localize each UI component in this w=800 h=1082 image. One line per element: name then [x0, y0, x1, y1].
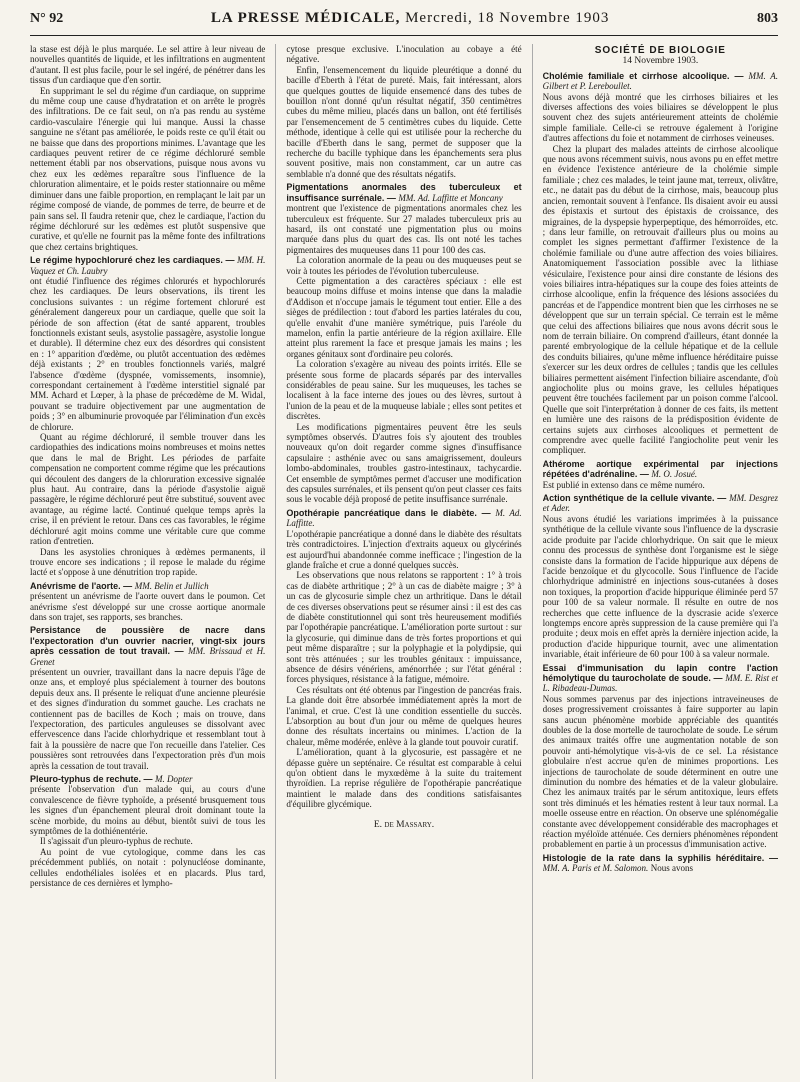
paragraph: Nous avons: [650, 863, 693, 874]
paragraph: cytose presque exclusive. L'inoculation au cobaye a été négative.: [286, 44, 522, 65]
journal-masthead: [211, 10, 610, 27]
paragraph: La coloration anormale de la peau ou des muqueuses peut se voir à toutes les périodes de l'évolution tuberculeuse.: [286, 255, 522, 276]
article-heading: [30, 255, 265, 276]
heading-authors: MM. Brissaud et H. Grenet: [30, 646, 266, 667]
paragraph: Nous avons étudié les variations imprimées à la puissance synthétique de la cellule vivante sous l'influence de la dyscrasie acide produite par l'acide chlorhydrique. On sait que le mieux connu des processus de synthèse dont l'organisme est le siège consiste dans la formation de l'acide hippurique aux dépens de l'acide benzoïque et du glycocolle. Sous l'influence de l'acide chlorhydrique administré en injections sous-cutanées à doses non toxiques, la proportion d'acide hippurique éliminée perd 57 pour 100 de sa valeur normale. Il résulte en outre de nos recherches que cette influence de la dyscrasie acide s'exerce longtemps encore après suppression de la cause première qui l'a produite ; deux mois en effet après la dernière injection acide, la production d'acide hippurique tournit, avec une alimentation invariable, était inférieure de 60 pour 100 à sa valeur normale.: [542, 513, 779, 660]
author-signature: E. de Massary.: [373, 819, 435, 830]
heading-title: Le régime hypochloruré chez les cardiaques. —: [30, 255, 235, 266]
heading-title: Cholémie familiale et cirrhose alcoolique. —: [542, 70, 744, 81]
page-number: 803: [757, 11, 778, 26]
paragraph: Enfin, l'ensemencement du liquide pleurétique a donné du bacille d'Eberth à l'état de pureté. Mais, fait intéressant, alors que quelques gouttes de liquide ensemencé dans des tubes de bouillon n'ont donné qu'un résultat négatif, 350 centimètres cubes du même milieu, placés dans un ballon, ont été fertilisés par l'ensemencement de 5 centimètres cubes du liquide. Cette méthode, identique à celle qui est utilisée pour la recherche du bacille d'Eberth dans le sang, permet de supposer que la recherche du bacille typhique dans les épanchements sera plus souvent positive, mais non constamment, car un autre cas semblable n'a donné que des résultats négatifs.: [286, 64, 522, 179]
article-heading: [543, 71, 778, 92]
article-heading: [543, 663, 778, 694]
journal-title: LA PRESSE MÉDICALE,: [210, 10, 401, 26]
text-columns: [30, 44, 778, 1079]
article-heading: [286, 508, 521, 529]
article-heading: [286, 182, 521, 203]
paragraph: Nous sommes parvenus par des injections intraveineuses de doses progressivement croissantes à faire supporter au lapin sans aucun phénomène morbide appréciable des quantités doubles de la dose mortelle de taurocholate de soude. Le sérum des animaux traités offre une augmentation notable de son pouvoir anti-hémolytique vis-à-vis de ce sel. La résistance globulaire n'est accrue qu'en de minimes proportions. Les injections de taurocholate de soude déterminent en outre une diminution du nombre des hématies et de la valeur globulaire. Chez les animaux traités par le sérum antitoxique, leurs effets sont très diminués et les hématies restent à leur taux normal. La moelle osseuse entre en réaction. On observe une splénomégalie constante avec développement considérable des macrophages et réaction myéloïde atténuée. Ces derniers phénomènes répondent probablement en partie à un processus d'immunisation active.: [542, 693, 779, 850]
paragraph: présentent un anévrisme de l'aorte ouvert dans le poumon. Cet anévrisme s'est développé sur une crosse aortique anormale dans son trajet, ses rapports, ses branches.: [30, 591, 266, 622]
paragraph: La coloration s'exagère au niveau des points irrités. Elle se présente sous forme de placards séparés par des intervalles considérables de peau saine. Sur les muqueuses, les taches se localisent à la face interne des joues ou des lèvres, surtout à l'union de la peau et de la muqueuse labiale ; elles sont petites et discrètes.: [286, 359, 522, 422]
heading-title: Athéromе aortique expérimental par injections répétées d'adrénaline. —: [542, 458, 779, 480]
heading-title: Anévrisme de l'aorte. —: [30, 580, 133, 591]
article-heading: [543, 853, 778, 874]
heading-authors: MM. Ad. Laffitte et Moncany: [398, 192, 503, 203]
heading-authors: MM. A. Gilbert et P. Lereboullet.: [542, 70, 779, 92]
paragraph: Les observations que nous relatons se rapportent : 1° à trois cas de diabète arthritique ; 2° à un cas de diabète maigre ; 3° à un cas de glycosurie simple chez un arthritique. Dans le détail de ces diverses observations peut se résumer ainsi : il est des cas de diabète constitutionnel qui sont très heureusement modifiés par l'opothérapie pancréatique. L'amélioration porte surtout : sur la glycosurie, qui diminue dans de très fortes proportions et qui peut même disparaître ; sur la polyphagie et la polydipsie, qui sont très atténuées ; sur les troubles génitaux : impuissance, absence de désirs vénériens, aménorrhée ; sur l'état général : forces physiques, résistance à la fatigue, mémoire.: [286, 570, 522, 685]
heading-title: Action synthétique de la cellule vivante. —: [542, 493, 727, 504]
page-header: [30, 10, 778, 36]
paragraph: Chez la plupart des malades atteints de cirrhose alcoolique que nous avons récemment suivis, nous avons pu en effet mettre en évidence l'existence antérieure de la cholémie simple familiale ; chez ces malades, le teint jaune mat, terreux, olivâtre, etc., ne datait pas du début de la cirrhose, mais, beaucoup plus ancien, remontait souvent à l'enfance. Ils disaient avoir eu aussi des épistaxis et surtout des épistaxis de croissance, des migraines, de la dyspepsie hyperpeptique, des hémorroïdes, etc. ; dans leur famille, on retrouvait d'ailleurs plus ou moins au complet les signes permettant d'affirmer l'existence de la cholémie familiale ou d'une autre affection des voies biliaires. Anatomiquement l'association possible avec la lithiase vésiculaire, l'existence pour ainsi dire constante de lésions des voies biliaires intra-hépatiques sur la coupe des foies atteints de cirrhose alcoolique, enfin la fréquence des lésions associées du pancréas et de l'appendice montrent bien que les cirrhoses ne se développent que sur un terrain spécial. Ce terrain est le même que celui des affections biliaires que nous avons décrit sous le nom de terrain biliaire. On comprend d'ailleurs, étant donnée la parenté embryologique de la cellule hépatique et de la cellule des conduits biliaires, qu'une même influence héréditaire puisse s'exercer sur les deux ordres de cellules ; tandis que les cellules biliaires permettent aisément l'infection biliaire ascendante, d'où angiocholite plus ou moins grave, les cellules hépatiques peuvent être touchées facilement par un poison comme l'alcool. Quelle que soit l'interprétation à donner de ces faits, ils mettent en lumière une des raisons de la prédisposition évidente de certains sujets aux cirrhoses alcooliques et permettent de comprendre avec quelle facilité l'angiocholite peut venir les compliquer.: [542, 143, 779, 456]
heading-authors: MM. E. Rist et L. Ribadeau-Dumas.: [542, 672, 778, 694]
session-date: 14 Novembre 1903.: [622, 56, 699, 67]
column-divider: [275, 44, 276, 1079]
paragraph: la stase est déjà le plus marquée. Le sel attire à leur niveau de nouvelles quantités de liquide, et les infiltrations en augmentent d'autant. Il est plus facile, pour le sel ingéré, de pénétrer dans les tissus d'un cardiaque que d'en sortir.: [30, 44, 266, 86]
issue-number: N° 92: [30, 11, 64, 26]
paragraph: L'amélioration, quant à la glycosurie, est passagère et ne dépasse guère un septénaire. Ce résultat est comparable à celui qu'on obtient dans le myxœdème à la suite du traitement thyroïdien. La reprise régulière de l'opothérapie pancréatique maintient le malade dans des conditions satisfaisantes d'équilibre glycémique.: [286, 747, 522, 810]
heading-title: Opothérapie pancréatique dans le diabète. —: [286, 507, 491, 518]
heading-title: Persistance de poussière de nacre dans l'expectoration d'un ouvrier nacrier, vingt-six jours après cessation de tout travail. —: [30, 625, 266, 657]
paragraph: montrent que l'existence de pigmentations anormales chez les tuberculeux est fréquente. Sur 27 malades tuberculeux pris au hasard, ils ont constaté une pigmentation plus ou moins marquée dans plus du quart des cas. Ils ont noté les taches pigmentaires des muqueuses dans 11 pour 100 des cas.: [286, 203, 522, 255]
article-heading: [30, 625, 265, 667]
paragraph: Est publié in extenso dans ce même numéro.: [542, 479, 705, 490]
heading-authors: MM. A. Paris et M. Salomon.: [542, 863, 649, 874]
heading-authors: M. O. Josué.: [651, 469, 698, 480]
paragraph: En supprimant le sel du régime d'un cardiaque, on supprime du même coup une cause d'hydratation et on arrête le progrès des infiltrations. De ce fait seul, on n'a pas rendu au système cardio-vasculaire l'énergie qui lui manque. Aussi la chasse sanguine ne s'étant pas améliorée, le poids reste ce qu'il était ou ne baisse que dans des proportions minimes. L'avantage que les cardiaques peuvent retirer de ce régime déchloruré semble nettement établi par nos observations, puisque nous avons vu chez eux les œdèmes reparaître sous l'influence de la chloruration alimentaire, et le poids rester stationnaire ou même diminuer dans une faible proportion, en remplaçant le lait par un régime composé de viande, de pommes de terre, de beurre et de pain sans sel. Il faudra retenir que, chez le cardiaque, l'action du régime déchloruré sur les œdèmes est plutôt suspensive que curative, et qu'elle ne fournit pas la même fonte des infiltrations que chez certains brightiques.: [30, 85, 266, 252]
paragraph: présentent un ouvrier, travaillant dans la nacre depuis l'âge de onze ans, et employé plus spécialement à tourner des boutons depuis deux ans. Il présente le reliquat d'une ancienne pleurésie et des signes d'induration du sommet gauche. Les crachats ne contiennent pas de bacilles de Koch ; mais on trouve, dans l'expectoration, des particules anguleuses se dissolvant avec effervescence dans l'acide chlorhydrique et ressemblant tout à fait à la poussière de nacre que l'on recueille dans l'atelier. Ces poussières sont retrouvées dans l'expectoration près d'un mois après la cessation de tout travail.: [30, 666, 266, 771]
article-heading: [30, 774, 265, 784]
section-title: SOCIÉTÉ DE BIOLOGIE: [594, 45, 726, 56]
article-heading: [30, 581, 265, 591]
heading-authors: M. Dopter: [155, 774, 193, 785]
heading-authors: MM. Desgrez et Ader.: [542, 493, 779, 514]
paragraph: Les modifications pigmentaires peuvent être les seuls symptômes observés. D'autres fois s'y ajoutent des troubles nouveaux qu'on doit regarder comme signes d'insuffisance capsulaire : asthénie avec ou sans amaigrissement, douleurs lombo-abdominales, troubles gastro-intestinaux, tachycardie. Cet ensemble de symptômes permet d'accuser une modification des capsules surrénales, et ils pensent qu'on peut classer ces faits sous le vocable déjà proposé de petite insuffisance surrénale.: [286, 421, 522, 505]
article-heading: [543, 459, 778, 480]
column-divider: [532, 44, 533, 1079]
article-heading: [543, 493, 778, 514]
heading-authors: MM. Belin et Jullich: [134, 580, 209, 591]
heading-title: Pleuro-typhus de rechute. —: [30, 774, 153, 785]
heading-title: Histologie de la rate dans la syphilis héréditaire. —: [542, 852, 779, 863]
heading-authors: MM. H. Vaquez et Ch. Laubry: [30, 255, 266, 276]
column-3: [543, 44, 778, 1079]
paragraph: Ces résultats ont été obtenus par l'ingestion de pancréas frais. La glande doit être absorbée immédiatement après la mort de l'animal, et crue. C'est là une condition essentielle du succès. L'absorption au bout d'un jour ou même de quelques heures donne des résultats incertains ou minimes. L'action de la chaleur, même modérée, enlève à la glande tout pouvoir curatif.: [286, 684, 522, 747]
paragraph: présente l'observation d'un malade qui, au cours d'une convalescence de fièvre typhoïde, a présenté brusquement tous les signes d'un épanchement pleural droit dominant toute la scène morbide, du moins au début, bientôt suivi de tous les symptômes de la dothiénentérie.: [30, 784, 266, 837]
paragraph: ont étudié l'influence des régimes chlorurés et hypochlorurés chez les cardiaques. De leurs observations, ils tirent les conclusions suivantes : un régime fortement chloruré est généralement dangereux pour un cardiaque, quelle que soit la période de son affection (état de santé apparent, troubles fonctionnels existant seuls, asystolie passagère, asystolie longue et durable). Il détermine chez eux des désordres qui consistent en : 1° apparition d'œdème, ou plutôt accentuation des œdèmes déjà existants ; 2° en troubles fonctionnels variés, malgré l'absence d'œdème (dyspnée, vomissements, insomnie), correspondant certainement à l'œdème interstitiel signalé par MM. Achard et Lœper, à la phase de précœdème de M. Widal, pouvant se traduire objectivement par une augmentation de poids ; 3° en albuminurie provoquée par l'élimination d'un excès de chlorure.: [30, 275, 266, 432]
column-1: [30, 44, 265, 1079]
column-2: [286, 44, 521, 1079]
heading-title: Essai d'immunisation du lapin contre l'action hémolytique du taurocholate de soude. —: [542, 662, 779, 683]
paragraph: Cette pigmentation a des caractères spéciaux : elle est beaucoup moins diffuse et moins intense que dans la maladie d'Addison et n'occupe jamais le tégument tout entier. Elle a des sièges de prédilection : tout d'abord les parties latérales du cou, qu'elle envahit d'une manière symétrique, puis l'aréole du mamelon, enfin la partie antérieure de la région axillaire. Elle atteint plus rarement la face et presque jamais les mains ; les organes génitaux sont d'ordinaire peu colorés.: [286, 275, 522, 359]
paragraph: Il s'agissait d'un pleuro-typhus de rechute.: [40, 836, 193, 847]
paragraph: L'opothérapie pancréatique a donné dans le diabète des résultats très contradictoires. L'injection d'extraits aqueux ou glycérinés est aujourd'hui abandonnée comme inefficace ; l'ingestion de la glande fraîche et crue a donné quelques succès.: [286, 528, 522, 570]
heading-title: Pigmentations anormales des tuberculeux et insuffisance surrénale. —: [286, 182, 522, 203]
paragraph: Quant au régime déchloruré, il semble trouver dans les cardiopathies des indications moins nombreuses et moins nettes que dans le mal de Bright. Les périodes de parfaite compensation ne comportent comme régime que les précautions qui découlent des dangers de la chloruration excessive signalée plus haut. Au contraire, dans la période d'asystolie aiguë passagère, le régime déchloruré peut être substitué, souvent avec avantage, au régime lacté. Continué quelque temps après la crise, il en prévient le retour. Dans ces cas favorables, le régime déchloruré agit moins comme une véritable cure que comme ration d'entretien.: [30, 432, 266, 547]
issue-date: Mercredi, 18 Novembre 1903: [405, 10, 610, 26]
heading-authors: M. Ad. Laffitte.: [286, 507, 522, 529]
paragraph: Dans les asystolies chroniques à œdèmes permanents, il trouve encore ses indications ; il repose le malade du régime lacté et s'oppose à une dénutrition trop rapide.: [30, 546, 266, 578]
paragraph: Nous avons déjà montré que les cirrhoses biliaires et les diverses affections des voies biliaires se développent le plus souvent chez des sujets antérieurement atteints de cholémie simple familiale. Celle-ci se retrouve également à l'origine d'autres affections du foie et notamment de cirrhoses veineuses.: [542, 91, 779, 144]
paragraph: Au point de vue cytologique, comme dans les cas précédemment publiés, on notait : polynucléose dominante, cellules endothéliales isolées et en placards. Plus tard, persistance de ces dernières et lympho-: [30, 846, 266, 889]
